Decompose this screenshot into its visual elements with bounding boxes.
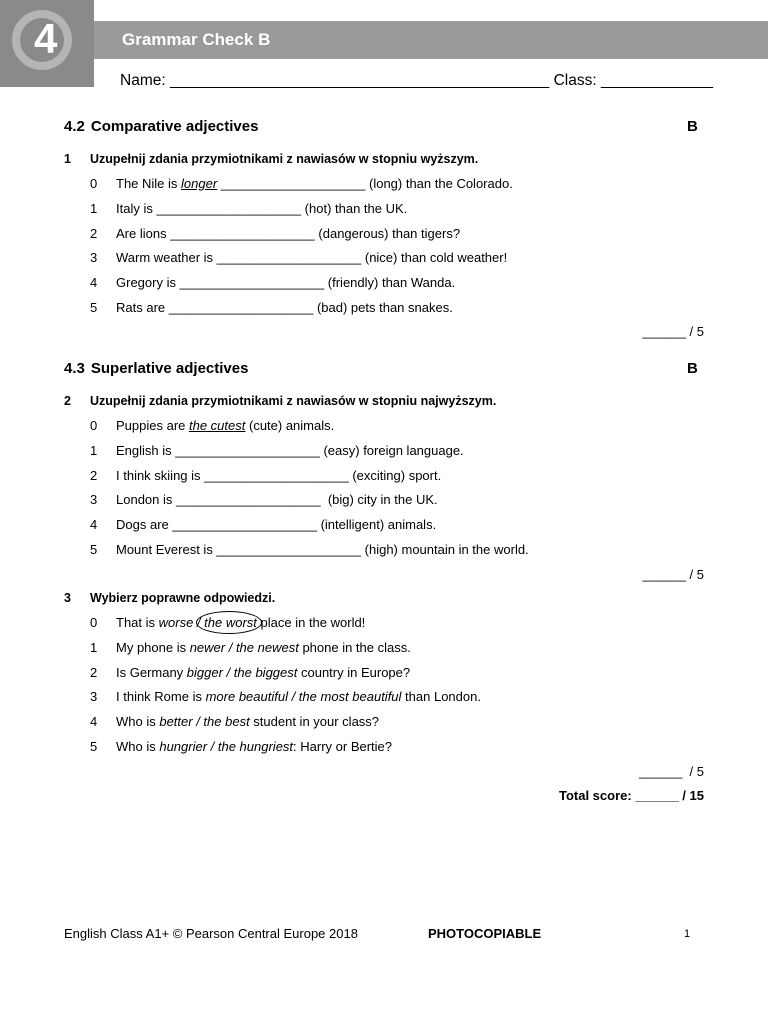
exercise-item: 5 Who is hungrier / the hungriest: Harry or Bertie? xyxy=(90,739,393,754)
exercise-item: 2 Is Germany bigger / the biggest country in Europe? xyxy=(90,665,411,680)
name-blank: ____________________________________________ xyxy=(165,72,554,89)
total-score-label: Total score: xyxy=(558,788,632,803)
name-class-line xyxy=(120,72,713,90)
section-version-letter: B xyxy=(687,360,698,377)
instruction-text: Uzupełnij zdania przymiotnikami z nawiasów w stopniu najwyższym. xyxy=(90,394,497,408)
exercise-item: 2 I think skiing is ____________________ (exciting) sport. xyxy=(90,468,442,483)
header-bar xyxy=(94,21,768,59)
page-number: 1 xyxy=(684,928,691,940)
exercise-item: 0 That is worse / the worst place in the world! xyxy=(90,615,366,630)
section-heading-4-2 xyxy=(64,118,258,135)
task-instruction-2 xyxy=(64,394,496,408)
exercise-item: 4 Gregory is ____________________ (friendly) than Wanda. xyxy=(90,275,456,290)
exercise-item: 1 English is ____________________ (easy) foreign language. xyxy=(90,443,464,458)
exercise-item: 1 My phone is newer / the newest phone in the class. xyxy=(90,640,411,655)
section-heading-4-3 xyxy=(64,360,248,377)
task-instruction-1 xyxy=(64,152,478,166)
total-score-value: ______ / 15 xyxy=(631,788,704,803)
unit-badge xyxy=(0,0,94,87)
name-label: Name: xyxy=(120,72,166,89)
section-number: 4.3 xyxy=(64,360,85,377)
total-score xyxy=(559,788,704,803)
exercise-item: 3 Warm weather is ____________________ (nice) than cold weather! xyxy=(90,250,508,265)
task-number: 1 xyxy=(64,152,71,166)
section-title: Comparative adjectives xyxy=(90,118,259,135)
page-title: Grammar Check B xyxy=(122,30,271,49)
exercise-item: 1 Italy is ____________________ (hot) than the UK. xyxy=(90,201,408,216)
exercise-item: 5 Rats are ____________________ (bad) pets than snakes. xyxy=(90,300,453,315)
instruction-text: Wybierz poprawne odpowiedzi. xyxy=(90,591,276,605)
exercise-item: 0 Puppies are the cutest (cute) animals. xyxy=(90,418,335,433)
exercise-item: 5 Mount Everest is ____________________ (high) mountain in the world. xyxy=(90,542,529,557)
section-version-letter: B xyxy=(687,118,698,135)
circled-answer: the worst xyxy=(204,615,257,630)
exercise-item: 4 Dogs are ____________________ (intelligent) animals. xyxy=(90,517,437,532)
task-score: ______ / 5 xyxy=(642,324,704,339)
section-number: 4.2 xyxy=(64,118,85,135)
exercise-item: 2 Are lions ____________________ (dangerous) than tigers? xyxy=(90,226,461,241)
task-number: 2 xyxy=(64,394,71,408)
exercise-item: 0 The Nile is longer ____________________ (long) than the Colorado. xyxy=(90,176,513,191)
section-title: Superlative adjectives xyxy=(90,360,249,377)
instruction-text: Uzupełnij zdania przymiotnikami z nawiasów w stopniu wyższym. xyxy=(90,152,479,166)
footer-photocopiable: PHOTOCOPIABLE xyxy=(428,926,542,941)
unit-number: 4 xyxy=(34,15,58,62)
exercise-item: 3 London is ____________________ (big) city in the UK. xyxy=(90,492,438,507)
task-number: 3 xyxy=(64,591,71,605)
example-answer: longer xyxy=(181,176,218,191)
class-label: Class: xyxy=(553,72,597,89)
exercise-item: 4 Who is better / the best student in your class? xyxy=(90,714,380,729)
exercise-item: 3 I think Rome is more beautiful / the most beautiful than London. xyxy=(90,689,481,704)
example-answer: the cutest xyxy=(189,418,246,433)
task-instruction-3 xyxy=(64,591,275,605)
task-score: ______ / 5 xyxy=(642,567,704,582)
footer-copyright: English Class A1+ © Pearson Central Europe 2018 xyxy=(64,926,358,941)
task-score: ______ / 5 xyxy=(638,764,704,779)
class-blank: _____________ xyxy=(596,72,714,89)
